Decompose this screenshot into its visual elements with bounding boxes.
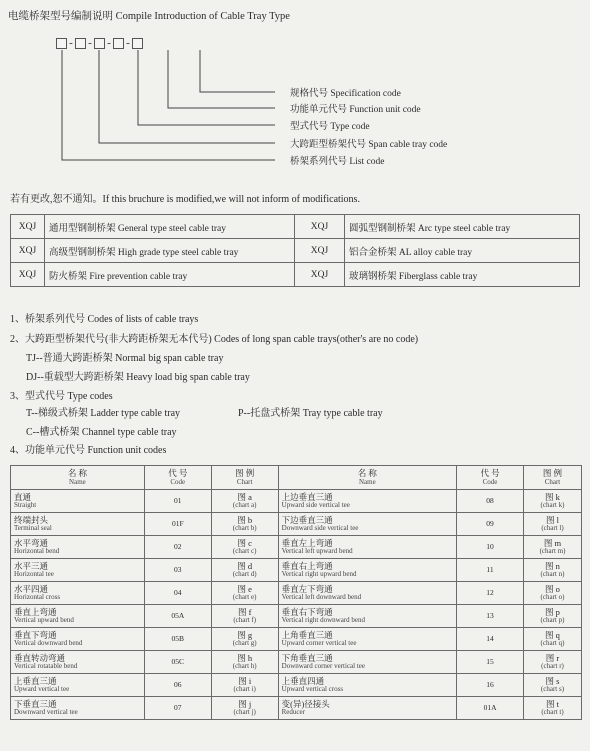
series-table bbox=[10, 214, 580, 287]
unit-name-zh: 直通 bbox=[14, 491, 32, 502]
chart-ref-zh: 图 n bbox=[545, 560, 560, 571]
chart-ref-en: (chart m) bbox=[539, 547, 566, 555]
unit-name-zh: 上边垂直三通 bbox=[281, 491, 333, 502]
section-3: 3、型式代号 Type codes bbox=[10, 391, 113, 402]
unit-name-zh: 垂直上弯通 bbox=[14, 606, 57, 617]
table-row bbox=[11, 628, 582, 651]
section-4: 4、功能单元代号 Function unit codes bbox=[10, 445, 167, 456]
table-row bbox=[11, 536, 582, 559]
table-row bbox=[11, 513, 582, 536]
chart-ref-en: (chart a) bbox=[232, 501, 257, 509]
table-row bbox=[11, 559, 582, 582]
chart-ref-en: (chart g) bbox=[232, 639, 257, 647]
unit-code: 16 bbox=[457, 674, 524, 697]
unit-code: 01 bbox=[144, 490, 211, 513]
section-2a: TJ--普通大跨距桥架 Normal big span cable tray bbox=[26, 353, 224, 364]
unit-code: 15 bbox=[457, 651, 524, 674]
code-boxes: - - - - bbox=[56, 38, 143, 49]
unit-code: 05C bbox=[144, 651, 211, 674]
unit-name-zh: 下角垂直三通 bbox=[281, 652, 333, 663]
unit-name-zh: 终端封头 bbox=[14, 514, 49, 525]
legend-list: 桥架系列代号 List code bbox=[290, 157, 385, 167]
table-row bbox=[11, 490, 582, 513]
unit-name-zh: 垂直右下弯通 bbox=[281, 606, 333, 617]
section-3b: P--托盘式桥架 Tray type cable tray bbox=[238, 408, 383, 419]
function-unit-table-body bbox=[11, 490, 582, 720]
chart-ref-zh: 图 o bbox=[545, 583, 560, 594]
unit-name-en: Vertical downward bend bbox=[14, 639, 83, 647]
unit-name-en: Vertical upward bend bbox=[14, 616, 74, 624]
unit-name-en: Upward vertical tee bbox=[14, 685, 70, 693]
table-row bbox=[11, 605, 582, 628]
unit-name-zh: 下边垂直三通 bbox=[281, 514, 333, 525]
unit-name-zh: 上垂直三通 bbox=[14, 675, 57, 686]
table-row bbox=[11, 651, 582, 674]
legend-function: 功能单元代号 Function unit code bbox=[290, 105, 421, 115]
unit-code: 14 bbox=[457, 628, 524, 651]
chart-ref-en: (chart n) bbox=[540, 570, 565, 578]
chart-ref-zh: 图 m bbox=[543, 537, 562, 548]
unit-code: 11 bbox=[457, 559, 524, 582]
chart-ref-en: (chart d) bbox=[232, 570, 257, 578]
table-row: XQJ 通用型钢制桥架 General type steel cable tray XQJ 圆弧型钢制桥架 Arc type steel cable tray bbox=[11, 215, 580, 239]
chart-ref-zh: 图 c bbox=[237, 537, 252, 548]
unit-name-zh: 水平四通 bbox=[14, 583, 49, 594]
chart-ref-en: (chart l) bbox=[541, 524, 564, 532]
chart-ref-zh: 图 l bbox=[545, 514, 559, 525]
chart-ref-en: (chart i) bbox=[233, 685, 256, 693]
unit-name-en: Straight bbox=[14, 501, 37, 509]
unit-name-zh: 上角垂直三通 bbox=[281, 629, 333, 640]
unit-name-en: Horizontal cross bbox=[14, 593, 61, 601]
unit-name-zh: 下垂直三通 bbox=[14, 698, 57, 709]
unit-name-zh: 水平三通 bbox=[14, 560, 49, 571]
unit-code: 05B bbox=[144, 628, 211, 651]
unit-code: 13 bbox=[457, 605, 524, 628]
unit-name-zh: 水平弯通 bbox=[14, 537, 49, 548]
unit-name-en: Vertical left downward bend bbox=[281, 593, 362, 601]
chart-ref-zh: 图 h bbox=[237, 652, 253, 663]
chart-ref-zh: 图 f bbox=[237, 606, 252, 617]
unit-name-en: Vertical right upward bend bbox=[281, 570, 357, 578]
unit-name-en: Vertical left upward bend bbox=[281, 547, 353, 555]
unit-name-en: Downward side vertical tee bbox=[281, 524, 359, 532]
unit-code: 04 bbox=[144, 582, 211, 605]
chart-ref-zh: 图 a bbox=[237, 491, 252, 502]
chart-ref-en: (chart e) bbox=[232, 593, 257, 601]
unit-name-en: Upward corner vertical tee bbox=[281, 639, 357, 647]
unit-code: 09 bbox=[457, 513, 524, 536]
unit-name-en: Vertical rotatable bend bbox=[14, 662, 78, 670]
chart-ref-en: (chart p) bbox=[540, 616, 565, 624]
legend-type: 型式代号 Type code bbox=[290, 122, 370, 132]
unit-name-en: Terminal seal bbox=[14, 524, 52, 532]
table-row: XQJ 防火桥架 Fire prevention cable tray XQJ 玻璃钢桥架 Fiberglass cable tray bbox=[11, 263, 580, 287]
function-unit-table bbox=[10, 465, 582, 720]
chart-ref-en: (chart f) bbox=[233, 616, 257, 624]
unit-code: 05A bbox=[144, 605, 211, 628]
chart-ref-zh: 图 i bbox=[238, 675, 252, 686]
unit-name-zh: 垂直转动弯通 bbox=[14, 652, 66, 663]
unit-code: 02 bbox=[144, 536, 211, 559]
chart-ref-zh: 图 s bbox=[545, 675, 560, 686]
table-row: XQJ 高级型钢制桥架 High grade type steel cable tray XQJ 铝合金桥架 AL alloy cable tray bbox=[11, 239, 580, 263]
table-row bbox=[11, 697, 582, 720]
section-2b: DJ--重载型大跨距桥架 Heavy load big span cable tray bbox=[26, 372, 250, 383]
chart-ref-zh: 图 d bbox=[237, 560, 253, 571]
legend-span: 大跨距型桥架代号 Span cable tray code bbox=[290, 140, 448, 150]
unit-name-zh: 垂直左下弯通 bbox=[281, 583, 333, 594]
chart-ref-en: (chart k) bbox=[540, 501, 565, 509]
unit-name-zh: 垂直左上弯通 bbox=[281, 537, 333, 548]
section-1: 1、桥架系列代号 Codes of lists of cable trays bbox=[10, 314, 199, 325]
table-header-row: 名 称 Name 代 号 Code 图 例 Chart 名 称 Name 代 号 Code 图 例 Chart bbox=[11, 466, 582, 490]
legend-spec: 规格代号 Specification code bbox=[290, 89, 401, 99]
unit-code: 08 bbox=[457, 490, 524, 513]
table-row bbox=[11, 582, 582, 605]
unit-name-zh: 变(异)径接头 bbox=[281, 698, 330, 709]
chart-ref-en: (chart h) bbox=[232, 662, 257, 670]
chart-ref-zh: 图 p bbox=[545, 606, 560, 617]
unit-name-en: Upward vertical cross bbox=[281, 685, 344, 693]
unit-code: 03 bbox=[144, 559, 211, 582]
section-3c: C--槽式桥架 Channel type cable tray bbox=[26, 427, 177, 438]
table-row bbox=[11, 674, 582, 697]
chart-ref-en: (chart j) bbox=[233, 708, 256, 716]
section-2: 2、大跨距型桥架代号(非大跨距桥架无本代号) Codes of long span cable trays(other's are no code) bbox=[10, 334, 419, 345]
chart-ref-zh: 图 e bbox=[237, 583, 252, 594]
chart-ref-zh: 图 g bbox=[237, 629, 253, 640]
unit-name-zh: 垂直右上弯通 bbox=[281, 560, 333, 571]
unit-code: 01F bbox=[144, 513, 211, 536]
notice-text: 若有更改,恕不通知。If this bruchure is modified,we will not inform of modifications. bbox=[10, 194, 360, 205]
chart-ref-en: (chart q) bbox=[540, 639, 565, 647]
chart-ref-en: (chart s) bbox=[540, 685, 565, 693]
unit-name-zh: 上垂直四通 bbox=[281, 675, 325, 686]
unit-code: 07 bbox=[144, 697, 211, 720]
chart-ref-en: (chart c) bbox=[232, 547, 257, 555]
unit-name-en: Downward corner vertical tee bbox=[281, 662, 366, 670]
unit-name-en: Horizontal tee bbox=[14, 570, 54, 578]
unit-name-en: Horizontal bend bbox=[14, 547, 60, 555]
unit-name-zh: 垂直下弯通 bbox=[14, 629, 57, 640]
chart-ref-en: (chart t) bbox=[541, 708, 564, 716]
unit-name-en: Upward side vertical tee bbox=[281, 501, 350, 509]
unit-code: 01A bbox=[457, 697, 524, 720]
page-title: 电缆桥架型号编制说明 Compile Introduction of Cable Tray Type bbox=[8, 11, 290, 22]
unit-code: 10 bbox=[457, 536, 524, 559]
chart-ref-zh: 图 r bbox=[545, 652, 560, 663]
chart-ref-zh: 图 b bbox=[237, 514, 253, 525]
chart-ref-en: (chart b) bbox=[232, 524, 257, 532]
chart-ref-zh: 图 t bbox=[545, 698, 559, 709]
chart-ref-zh: 图 k bbox=[545, 491, 560, 502]
section-3a: T--梯级式桥架 Ladder type cable tray bbox=[26, 408, 181, 419]
chart-ref-en: (chart o) bbox=[540, 593, 565, 601]
unit-name-en: Downward vertical tee bbox=[14, 708, 78, 716]
unit-name-en: Vertical right downward bend bbox=[281, 616, 366, 624]
chart-ref-zh: 图 j bbox=[238, 698, 252, 709]
chart-ref-zh: 图 q bbox=[545, 629, 560, 640]
chart-ref-en: (chart r) bbox=[541, 662, 564, 670]
unit-code: 12 bbox=[457, 582, 524, 605]
unit-name-en: Reducer bbox=[281, 708, 305, 716]
unit-code: 06 bbox=[144, 674, 211, 697]
